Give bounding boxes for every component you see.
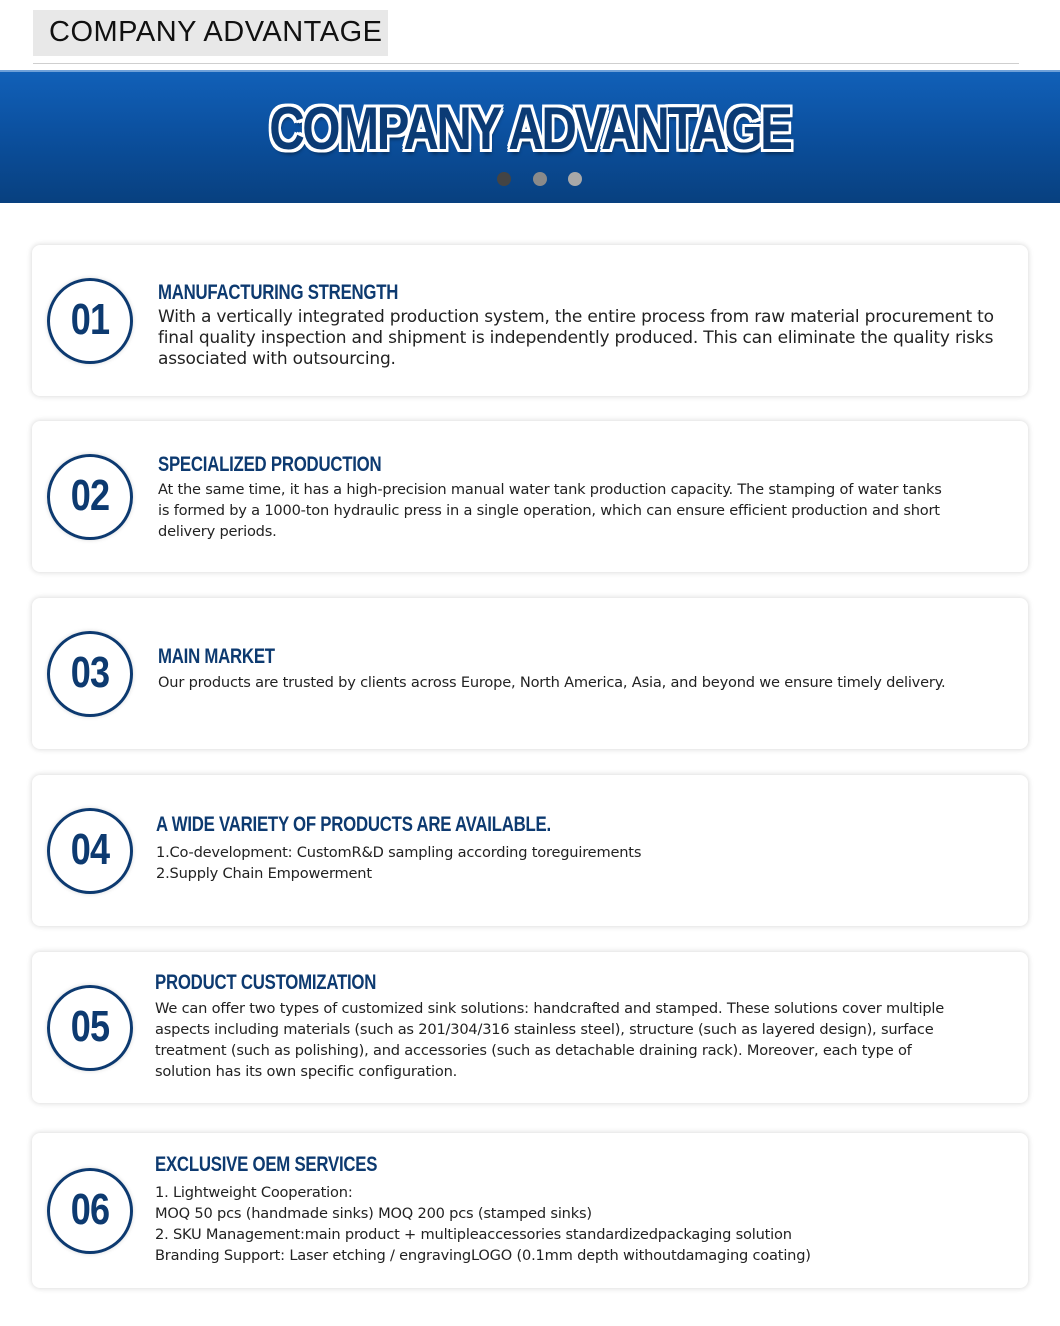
number-badge (47, 985, 133, 1071)
card-description (155, 1182, 811, 1266)
number-badge (47, 808, 133, 894)
card-title: MAIN MARKET (158, 645, 275, 668)
description-line: treatment (such as polishing), and accessories (such as detachable draining rack). Moreover, each type of (155, 1042, 912, 1059)
description-line: 1. Lightweight Cooperation: (155, 1184, 353, 1201)
description-line: We can offer two types of customized sink solutions: handcrafted and stamped. These solutions cover multiple (155, 1000, 945, 1017)
card-number: 05 (70, 1001, 110, 1051)
description-line: associated with outsourcing. (158, 349, 396, 369)
description-line: solution has its own specific configuration. (155, 1063, 458, 1080)
card-number: 06 (70, 1184, 110, 1234)
description-line: Our products are trusted by clients across Europe, North America, Asia, and beyond we ensure timely delivery. (158, 674, 946, 691)
description-line: final quality inspection and shipment is independently produced. This can eliminate the quality risks (158, 328, 994, 348)
card-description (156, 842, 641, 884)
carousel-dot-2[interactable] (533, 172, 547, 186)
description-line: is formed by a 1000-ton hydraulic press in a single operation, which can ensure efficient production and short (158, 502, 940, 519)
banner-title: COMPANY ADVANTAGE (269, 95, 791, 162)
description-line: At the same time, it has a high-precision manual water tank production capacity. The stamping of water tanks (158, 481, 942, 498)
card-title: MANUFACTURING STRENGTH (158, 281, 399, 304)
card-title: SPECIALIZED PRODUCTION (158, 453, 382, 476)
description-line: 1.Co-development: CustomR&D sampling according toreguirements (156, 844, 642, 861)
card-title: EXCLUSIVE OEM SERVICES (155, 1153, 378, 1176)
banner (0, 70, 1060, 203)
card-number: 03 (70, 647, 110, 697)
number-badge (47, 278, 133, 364)
number-badge (47, 1168, 133, 1254)
description-line: With a vertically integrated production system, the entire process from raw material procurement to (158, 307, 994, 327)
carousel-dot-1[interactable] (497, 172, 511, 186)
card-number: 02 (70, 470, 110, 520)
divider (33, 63, 1019, 64)
number-badge (47, 454, 133, 540)
card-number: 01 (70, 294, 110, 344)
description-line: delivery periods. (158, 523, 277, 540)
card-description (155, 998, 944, 1082)
card-number: 04 (70, 824, 110, 874)
advantage-card-03 (32, 598, 1028, 749)
number-badge (47, 631, 133, 717)
carousel-dot-3[interactable] (568, 172, 582, 186)
advantage-card-01 (32, 245, 1028, 396)
advantage-card-05 (32, 952, 1028, 1103)
card-description (158, 672, 946, 693)
card-title: A WIDE VARIETY OF PRODUCTS ARE AVAILABLE. (156, 813, 551, 836)
description-line: Branding Support: Laser etching / engravingLOGO (0.1mm depth withoutdamaging coating) (155, 1247, 811, 1264)
card-description (158, 479, 942, 542)
description-line: aspects including materials (such as 201/304/316 stainless steel), structure (such as layered design), surface (155, 1021, 934, 1038)
advantage-card-02 (32, 421, 1028, 572)
advantage-card-04 (32, 775, 1028, 926)
card-description (158, 307, 994, 370)
description-line: 2.Supply Chain Empowerment (156, 865, 372, 882)
description-line: MOQ 50 pcs (handmade sinks) MOQ 200 pcs (stamped sinks) (155, 1205, 592, 1222)
header-tab-label: COMPANY ADVANTAGE (49, 16, 383, 48)
description-line: 2. SKU Management:main product + multipleaccessories standardizedpackaging solution (155, 1226, 792, 1243)
header-tab[interactable] (33, 10, 388, 56)
card-title: PRODUCT CUSTOMIZATION (155, 971, 377, 994)
advantage-card-06 (32, 1133, 1028, 1288)
